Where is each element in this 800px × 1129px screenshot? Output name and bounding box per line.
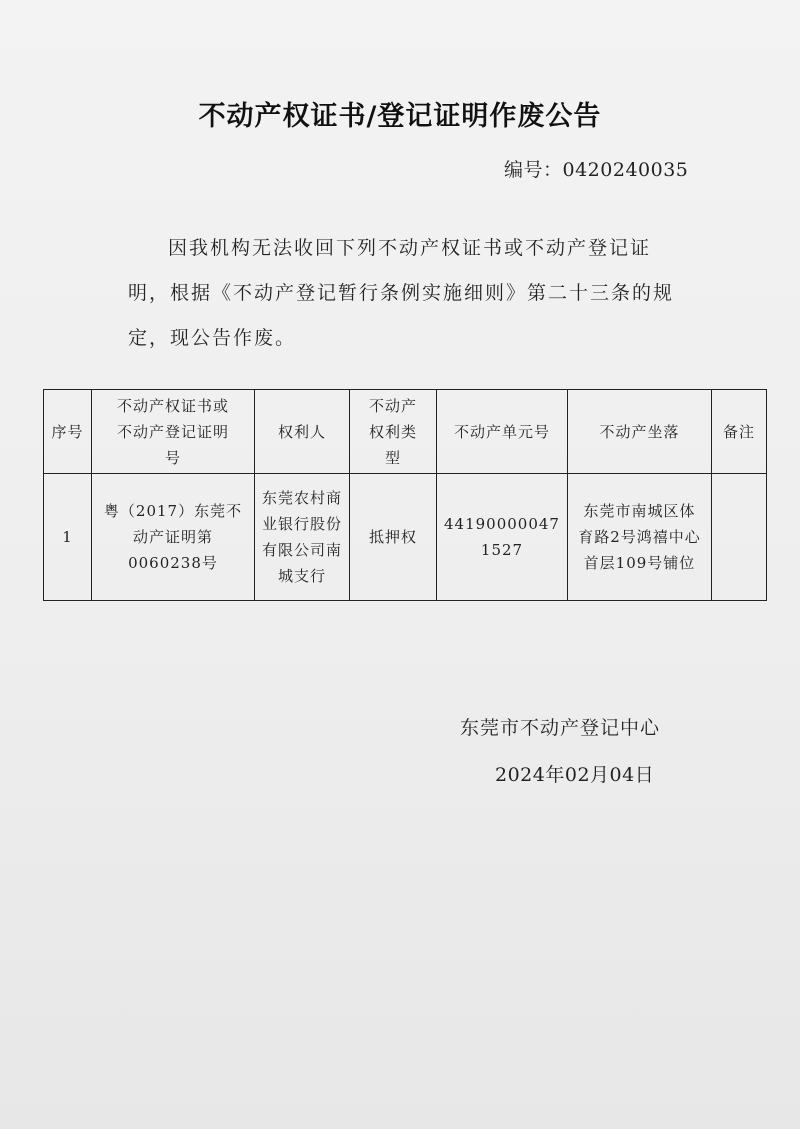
document-title: 不动产权证书/登记证明作废公告: [198, 101, 602, 132]
table-row: [44, 474, 767, 601]
header-right-type: 不动产权利类型: [350, 390, 437, 474]
cell-cert-no: 粤（2017）东莞不动产证明第0060238号: [92, 474, 255, 601]
document-number: 编号：0420240035: [504, 159, 689, 181]
header-location: 不动产坐落: [568, 390, 712, 474]
cell-seq: 1: [44, 474, 92, 601]
table-header-row: [44, 390, 767, 474]
header-seq: 序号: [44, 390, 92, 474]
header-cert-no: 不动产权证书或不动产登记证明号: [92, 390, 255, 474]
header-holder: 权利人: [255, 390, 350, 474]
notice-body: 因我机构无法收回下列不动产权证书或不动产登记证明，根据《不动产登记暂行条例实施细则》第二十三条的规定，现公告作废。: [128, 237, 675, 349]
issue-date: 2024年02月04日: [495, 764, 655, 786]
cell-holder: 东莞农村商业银行股份有限公司南城支行: [255, 474, 350, 601]
header-remarks: 备注: [712, 390, 767, 474]
cell-unit-no: 441900000471527: [437, 474, 568, 601]
cell-right-type: 抵押权: [350, 474, 437, 601]
cell-remarks: [712, 474, 767, 601]
certificate-table: [43, 389, 767, 601]
header-unit-no: 不动产单元号: [437, 390, 568, 474]
cell-location: 东莞市南城区体育路2号鸿禧中心首层109号铺位: [568, 474, 712, 601]
issuing-authority: 东莞市不动产登记中心: [460, 717, 661, 739]
